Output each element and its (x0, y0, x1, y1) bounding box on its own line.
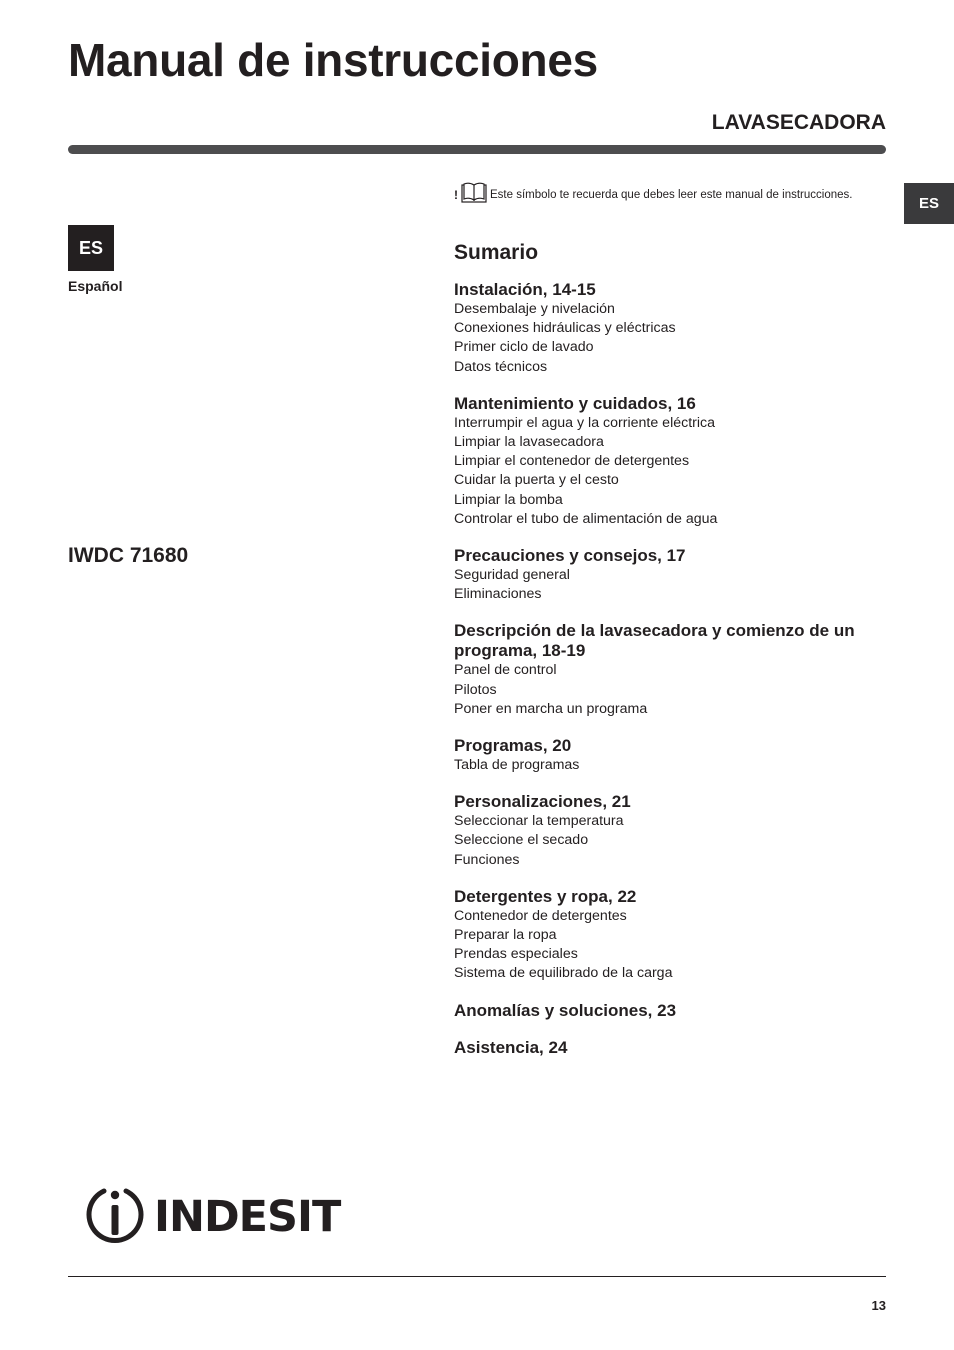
language-code-badge: ES (68, 225, 114, 271)
toc-item: Conexiones hidráulicas y eléctricas (454, 320, 676, 337)
toc-section-title: Programas, 20 (454, 736, 572, 756)
header-rule (68, 145, 886, 154)
toc-item: Desembalaje y nivelación (454, 301, 615, 317)
toc-section (454, 1001, 894, 1021)
toc-item: Prendas especiales (454, 946, 578, 963)
toc-item: Contenedor de detergentes (454, 907, 627, 924)
toc-section (454, 792, 894, 870)
manual-notice (454, 182, 852, 207)
toc-item: Primer ciclo de lavado (454, 339, 594, 356)
indesit-logo-icon (84, 1183, 146, 1250)
toc-item: Interrumpir el agua y la corriente eléctrica (454, 414, 716, 431)
toc-section-title: Precauciones y consejos, 17 (454, 546, 686, 566)
toc-sections (454, 280, 894, 1058)
toc-section-title: Anomalías y soluciones, 23 (454, 1000, 677, 1020)
table-of-contents (454, 240, 894, 1075)
model-number: IWDC 71680 (68, 544, 189, 567)
toc-item: Poner en marcha un programa (454, 700, 648, 717)
brand-name: INDESIT (154, 1191, 341, 1242)
product-type: LAVASECADORA (711, 111, 886, 134)
toc-section-title: Personalizaciones, 21 (454, 792, 631, 812)
toc-item: Cuidar la puerta y el cesto (454, 472, 619, 489)
toc-item: Controlar el tubo de alimentación de agua (454, 510, 718, 527)
toc-item: Limpiar la bomba (454, 491, 563, 508)
toc-item: Datos técnicos (454, 358, 548, 375)
toc-section-title: Detergentes y ropa, 22 (454, 886, 637, 906)
language-name: Español (68, 278, 123, 294)
book-icon (461, 182, 490, 207)
toc-item: Seguridad general (454, 567, 570, 584)
page-number: 13 (871, 1298, 886, 1313)
brand-logo (84, 1183, 340, 1250)
toc-item: Funciones (454, 851, 520, 868)
notice-mark: ! (454, 187, 458, 202)
toc-section-title: Mantenimiento y cuidados, 16 (454, 393, 696, 413)
toc-section-title: Asistencia, 24 (454, 1037, 568, 1057)
toc-item: Pilotos (454, 681, 497, 698)
toc-item: Eliminaciones (454, 586, 542, 603)
toc-section (454, 1038, 894, 1058)
notice-text: Este símbolo te recuerda que debes leer este manual de instrucciones. (490, 188, 853, 201)
toc-section (454, 887, 894, 984)
toc-section-title: Descripción de la lavasecadora y comienzo de un programa, 18-19 (454, 621, 855, 661)
toc-item: Limpiar la lavasecadora (454, 434, 604, 451)
toc-item: Tabla de programas (454, 757, 580, 774)
toc-section-title: Instalación, 14-15 (454, 280, 596, 299)
toc-item: Limpiar el contenedor de detergentes (454, 453, 690, 470)
toc-section (454, 280, 894, 377)
toc-section (454, 546, 894, 604)
toc-section (454, 394, 894, 529)
footer-rule (68, 1276, 886, 1277)
toc-item: Panel de control (454, 662, 557, 679)
toc-item: Sistema de equilibrado de la carga (454, 965, 673, 982)
toc-item: Preparar la ropa (454, 927, 557, 944)
toc-section (454, 621, 894, 719)
toc-item: Seleccionar la temperatura (454, 813, 624, 830)
toc-item: Seleccione el secado (454, 832, 589, 849)
page-title: Manual de instrucciones (68, 34, 598, 86)
toc-heading: Sumario (454, 241, 539, 264)
toc-section (454, 736, 894, 775)
language-side-tab: ES (904, 183, 954, 224)
